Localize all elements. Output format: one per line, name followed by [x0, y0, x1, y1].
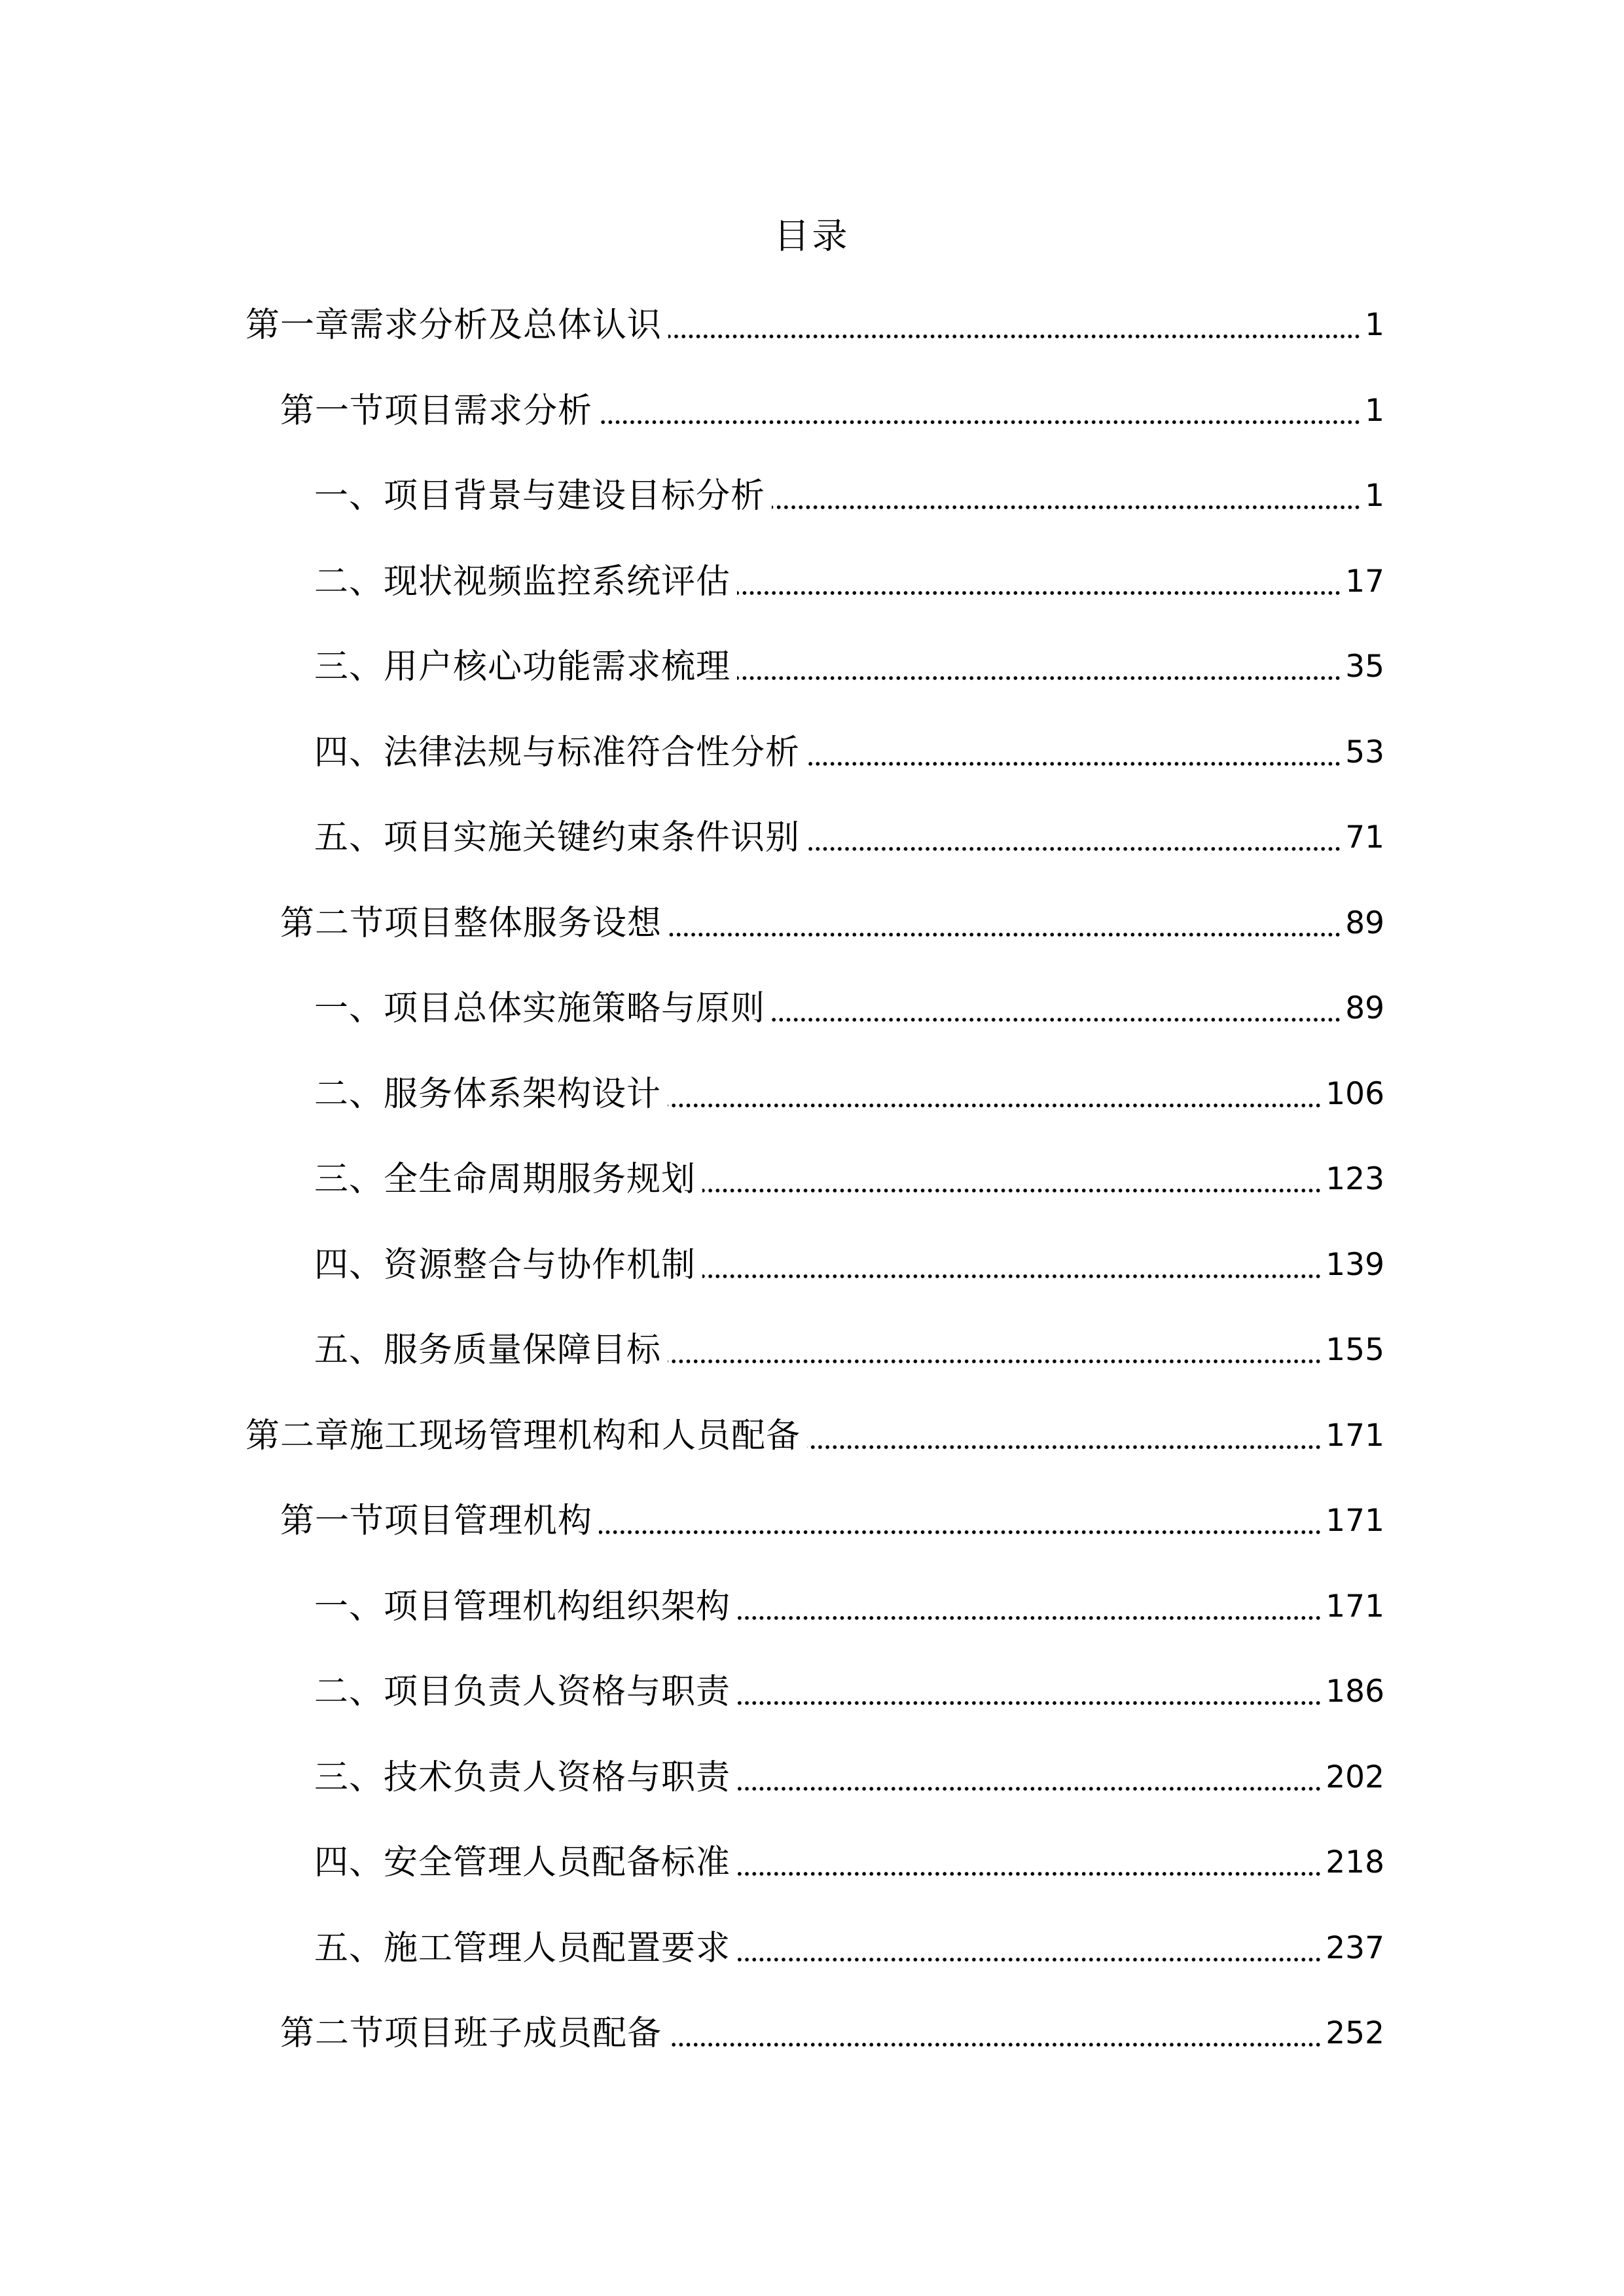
toc-entry-subsection[interactable]: [314, 1240, 1384, 1290]
toc-entry-subsection[interactable]: [314, 1325, 1384, 1375]
toc-row: [0, 1496, 1624, 1582]
toc-row: [0, 1924, 1624, 2009]
toc-row: [0, 728, 1624, 814]
toc-row: [0, 642, 1624, 728]
table-of-contents: [0, 300, 1624, 2094]
toc-entry-section[interactable]: [280, 2009, 1384, 2058]
dot-leader: [737, 1753, 1322, 1803]
toc-row: [0, 386, 1624, 472]
dot-leader: [772, 984, 1341, 1033]
toc-entry-subsection[interactable]: [314, 1582, 1384, 1632]
dot-leader: [737, 1838, 1322, 1888]
toc-page-number: 218: [1326, 1844, 1384, 1880]
toc-entry-section[interactable]: [280, 899, 1384, 948]
toc-row: [0, 984, 1624, 1069]
toc-entry-text: 四、安全管理人员配备标准: [314, 1843, 731, 1882]
toc-entry-text: 第一节项目管理机构: [280, 1501, 593, 1541]
dot-leader: [668, 1069, 1322, 1119]
toc-row: [0, 1411, 1624, 1497]
dot-leader: [668, 1325, 1322, 1375]
dot-leader: [772, 471, 1361, 521]
toc-entry-text: 第二节项目班子成员配备: [280, 2014, 662, 2053]
toc-entry-subsection[interactable]: [314, 1667, 1384, 1717]
dot-leader: [737, 642, 1341, 692]
toc-entry-subsection[interactable]: [314, 1753, 1384, 1803]
dot-leader: [806, 813, 1341, 863]
toc-entry-text: 一、项目管理机构组织架构: [314, 1587, 731, 1626]
toc-entry-subsection[interactable]: [314, 642, 1384, 692]
toc-page-number: 171: [1326, 1588, 1384, 1624]
toc-row: [0, 1155, 1624, 1240]
toc-page-number: 1: [1365, 478, 1384, 514]
toc-entry-text: 一、项目背景与建设目标分析: [314, 476, 766, 516]
toc-page-number: 123: [1326, 1161, 1384, 1197]
toc-entry-text: 第一章需求分析及总体认识: [245, 306, 662, 345]
toc-row: [0, 1325, 1624, 1411]
toc-page-number: 171: [1326, 1417, 1384, 1454]
dot-leader: [702, 1240, 1322, 1290]
toc-row: [0, 1838, 1624, 1924]
toc-entry-text: 第二章施工现场管理机构和人员配备: [245, 1416, 801, 1456]
toc-page-number: 106: [1326, 1075, 1384, 1112]
toc-entry-text: 第二节项目整体服务设想: [280, 903, 662, 943]
toc-entry-text: 三、全生命周期服务规划: [314, 1160, 696, 1199]
toc-page-number: 171: [1326, 1503, 1384, 1539]
toc-page-number: 139: [1326, 1246, 1384, 1283]
toc-row: [0, 300, 1624, 386]
toc-entry-text: 五、项目实施关键约束条件识别: [314, 818, 801, 857]
dot-leader: [807, 1411, 1322, 1461]
toc-page-number: 252: [1326, 2015, 1384, 2051]
toc-entry-text: 一、项目总体实施策略与原则: [314, 989, 766, 1028]
toc-entry-subsection[interactable]: [314, 813, 1384, 863]
toc-entry-chapter[interactable]: [245, 1411, 1384, 1461]
dot-leader: [668, 2009, 1322, 2058]
dot-leader: [737, 1667, 1322, 1717]
dot-leader: [668, 300, 1361, 350]
toc-entry-text: 五、服务质量保障目标: [314, 1331, 662, 1370]
dot-leader: [737, 557, 1341, 607]
toc-entry-text: 二、现状视频监控系统评估: [314, 562, 731, 601]
toc-entry-subsection[interactable]: [314, 728, 1384, 778]
toc-entry-text: 第一节项目需求分析: [280, 391, 593, 431]
toc-entry-subsection[interactable]: [314, 471, 1384, 521]
toc-page-number: 89: [1345, 990, 1384, 1026]
toc-row: [0, 1069, 1624, 1155]
toc-row: [0, 2009, 1624, 2094]
toc-row: [0, 471, 1624, 557]
toc-entry-chapter[interactable]: [245, 300, 1384, 350]
toc-entry-subsection[interactable]: [314, 1155, 1384, 1204]
dot-leader: [599, 386, 1361, 436]
toc-entry-text: 三、技术负责人资格与职责: [314, 1757, 731, 1797]
toc-row: [0, 1582, 1624, 1668]
toc-row: [0, 1667, 1624, 1753]
toc-page-number: 89: [1345, 905, 1384, 941]
toc-entry-subsection[interactable]: [314, 1924, 1384, 1973]
toc-entry-section[interactable]: [280, 1496, 1384, 1546]
toc-entry-text: 三、用户核心功能需求梳理: [314, 647, 731, 687]
toc-entry-text: 四、法律法规与标准符合性分析: [314, 732, 801, 772]
toc-entry-subsection[interactable]: [314, 557, 1384, 607]
toc-entry-text: 二、服务体系架构设计: [314, 1074, 662, 1114]
toc-page-number: 1: [1365, 392, 1384, 429]
toc-entry-text: 五、施工管理人员配置要求: [314, 1928, 731, 1968]
dot-leader: [806, 728, 1341, 778]
toc-row: [0, 557, 1624, 643]
toc-page-number: 1: [1365, 307, 1384, 343]
toc-entry-subsection[interactable]: [314, 1838, 1384, 1888]
toc-entry-text: 二、项目负责人资格与职责: [314, 1672, 731, 1712]
dot-leader: [599, 1496, 1322, 1546]
dot-leader: [702, 1155, 1322, 1204]
toc-page-number: 202: [1326, 1759, 1384, 1795]
toc-row: [0, 899, 1624, 984]
toc-page-number: 155: [1326, 1332, 1384, 1368]
toc-page-number: 35: [1345, 649, 1384, 685]
toc-row: [0, 1753, 1624, 1839]
toc-page-number: 53: [1345, 734, 1384, 770]
toc-entry-section[interactable]: [280, 386, 1384, 436]
dot-leader: [668, 899, 1341, 948]
dot-leader: [737, 1924, 1322, 1973]
toc-page-number: 17: [1345, 563, 1384, 600]
toc-row: [0, 813, 1624, 899]
toc-entry-subsection[interactable]: [314, 984, 1384, 1033]
dot-leader: [737, 1582, 1322, 1632]
toc-page-number: 237: [1326, 1929, 1384, 1966]
toc-page-number: 71: [1345, 819, 1384, 855]
toc-page-number: 186: [1326, 1674, 1384, 1710]
toc-title: 目录: [774, 215, 850, 257]
toc-row: [0, 1240, 1624, 1326]
toc-entry-text: 四、资源整合与协作机制: [314, 1245, 696, 1285]
toc-entry-subsection[interactable]: [314, 1069, 1384, 1119]
